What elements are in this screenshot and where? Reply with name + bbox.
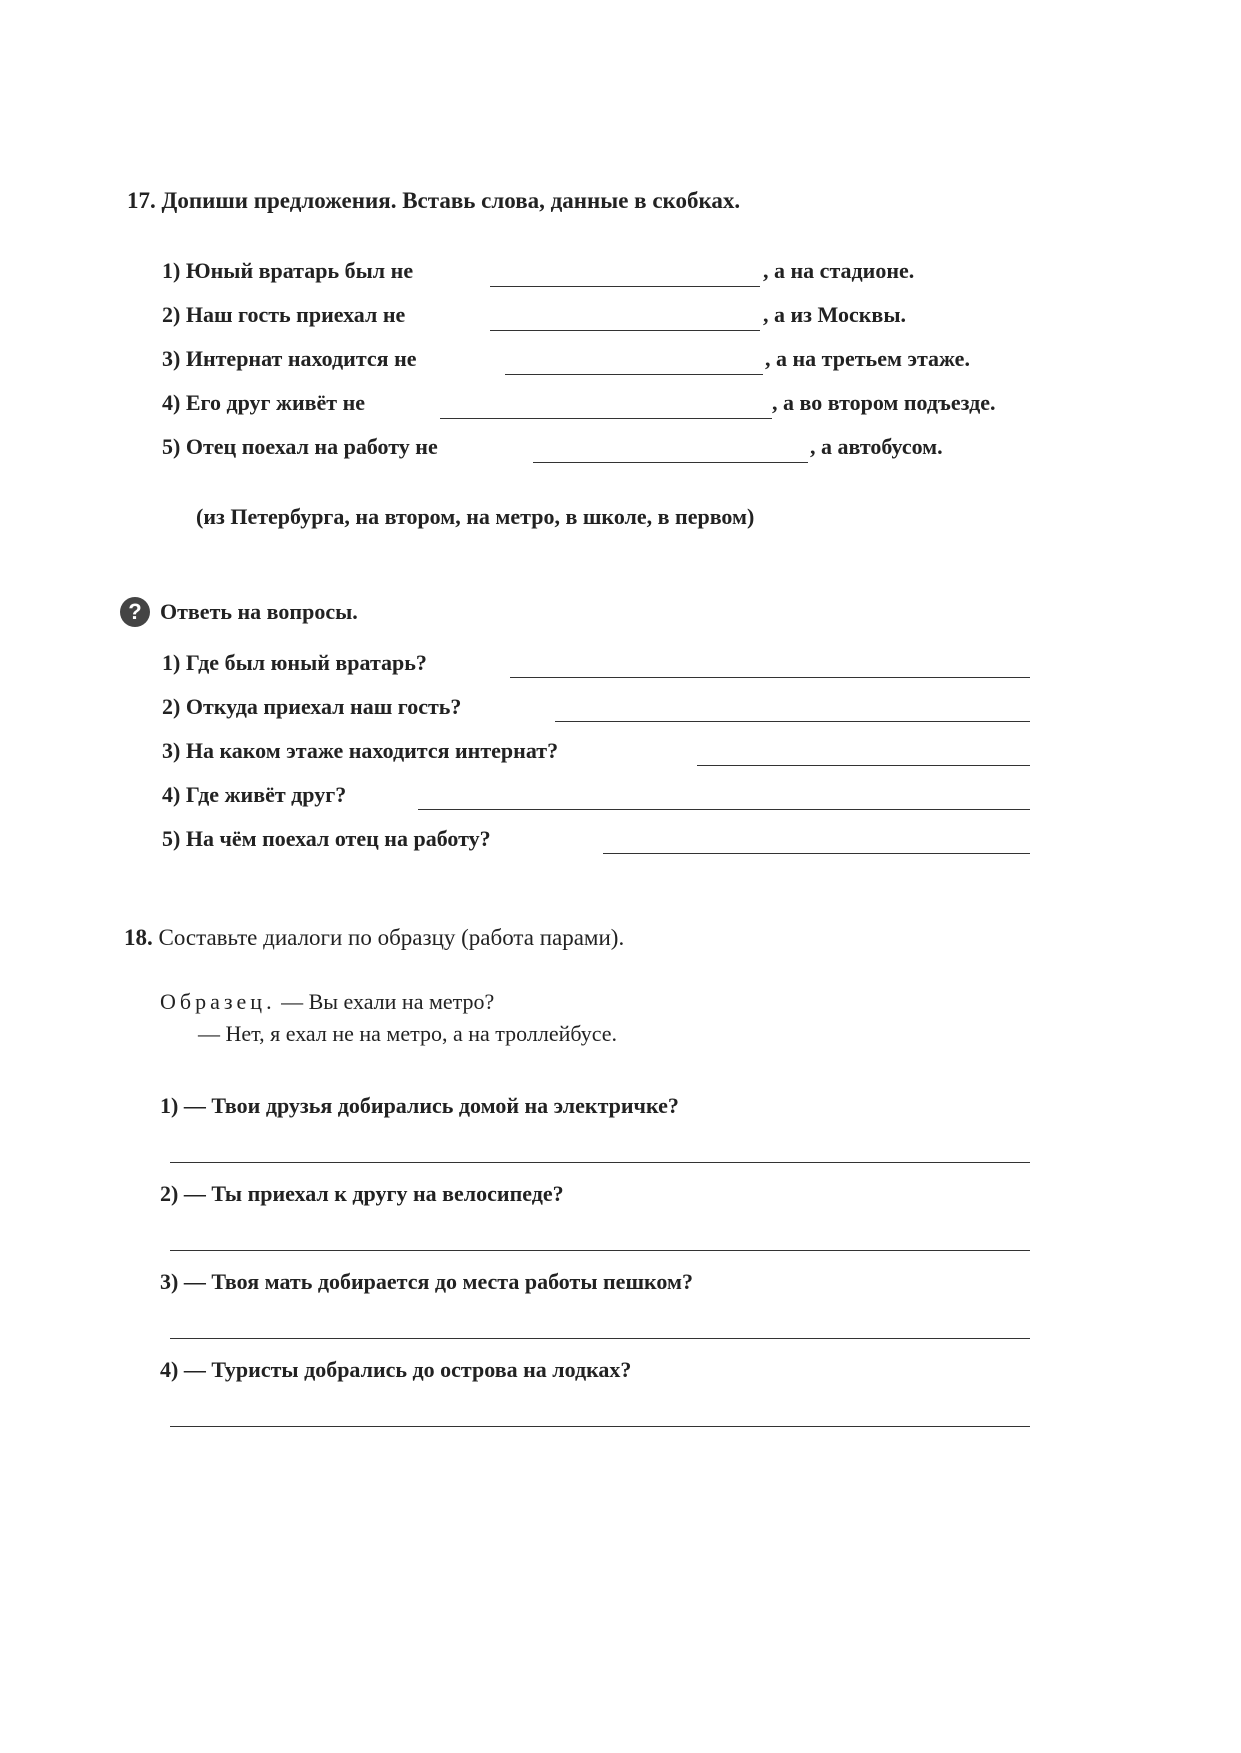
question-number: 1) [162,650,181,675]
sentence-end: , а из Москвы. [763,302,906,327]
blank-4[interactable] [440,418,772,419]
sentence-end: , а на третьем этаже. [765,346,970,371]
dialogue-question: — Ты приехал к другу на велосипеде? [183,1181,564,1206]
answer-line-2[interactable] [555,721,1030,722]
sentence-number: 4) [162,390,181,415]
answer-line-4[interactable] [418,809,1030,810]
sentence-start: Юный вратарь был не [185,258,414,283]
sentence-number: 2) [162,302,181,327]
question-text: Где был юный вратарь? [185,650,427,675]
exercise-17-header [127,188,740,214]
dialogue-number: 2) [160,1181,179,1206]
sentence-number: 1) [162,258,181,283]
sample-answer: — Нет, я ехал не на метро, а на троллейбусе. [198,1021,618,1046]
dialogue-number: 3) [160,1269,179,1294]
sample-line-1 [160,989,494,1015]
sample-question: — Вы ехали на метро? [281,989,495,1014]
dialogue-question: — Туристы добрались до острова на лодках? [183,1357,632,1382]
question-number: 4) [162,782,181,807]
blank-3[interactable] [505,374,763,375]
question-text: Откуда приехал наш гость? [185,694,462,719]
dialogue-1 [160,1093,679,1119]
sentence-5 [162,434,438,460]
dialogue-answer-line-1[interactable] [170,1162,1030,1163]
question-text: Где живёт друг? [185,782,347,807]
sentence-1 [162,258,413,284]
sample-label: Образец. [160,989,276,1014]
sentence-3 [162,346,417,372]
dialogue-question: — Твои друзья добирались домой на электричке? [183,1093,679,1118]
question-number: 2) [162,694,181,719]
question-number: 3) [162,738,181,763]
dialogue-number: 4) [160,1357,179,1382]
exercise-18-header [124,925,624,951]
question-mark-icon: ? [120,597,150,627]
sentence-start: Наш гость приехал не [185,302,406,327]
dialogue-number: 1) [160,1093,179,1118]
exercise-17-instruction: Допиши предложения. Вставь слова, данные в скобках. [161,188,741,213]
sentence-number: 3) [162,346,181,371]
question-text: На чём поехал отец на работу? [185,826,491,851]
dialogue-question: — Твоя мать добирается до места работы пешком? [183,1269,693,1294]
sentence-start: Его друг живёт не [185,390,366,415]
blank-1[interactable] [490,286,760,287]
dialogue-answer-line-3[interactable] [170,1338,1030,1339]
dialogue-4 [160,1357,631,1383]
sentence-start: Отец поехал на работу не [185,434,438,459]
questions-title: Ответь на вопросы. [160,599,358,624]
question-4 [162,782,346,808]
answer-line-5[interactable] [603,853,1030,854]
word-bank: (из Петербурга, на втором, на метро, в школе, в первом) [196,504,755,529]
answer-line-3[interactable] [697,765,1030,766]
sentence-number: 5) [162,434,181,459]
dialogue-answer-line-2[interactable] [170,1250,1030,1251]
question-1 [162,650,427,676]
dialogue-3 [160,1269,693,1295]
exercise-18-instruction: Составьте диалоги по образцу (работа парами). [158,925,625,950]
sentence-end: , а на стадионе. [763,258,915,283]
answer-line-1[interactable] [510,677,1030,678]
sentence-end: , а автобусом. [810,434,943,459]
dialogue-2 [160,1181,564,1207]
exercise-18-number: 18. [124,925,153,950]
sentence-2 [162,302,405,328]
question-text: На каком этаже находится интернат? [185,738,559,763]
blank-2[interactable] [490,330,760,331]
blank-5[interactable] [533,462,808,463]
dialogue-answer-line-4[interactable] [170,1426,1030,1427]
sentence-4 [162,390,365,416]
question-5 [162,826,491,852]
sentence-start: Интернат находится не [185,346,417,371]
question-2 [162,694,461,720]
question-number: 5) [162,826,181,851]
sentence-end: , а во втором подъезде. [772,390,996,415]
question-3 [162,738,558,764]
exercise-17-number: 17. [127,188,156,213]
